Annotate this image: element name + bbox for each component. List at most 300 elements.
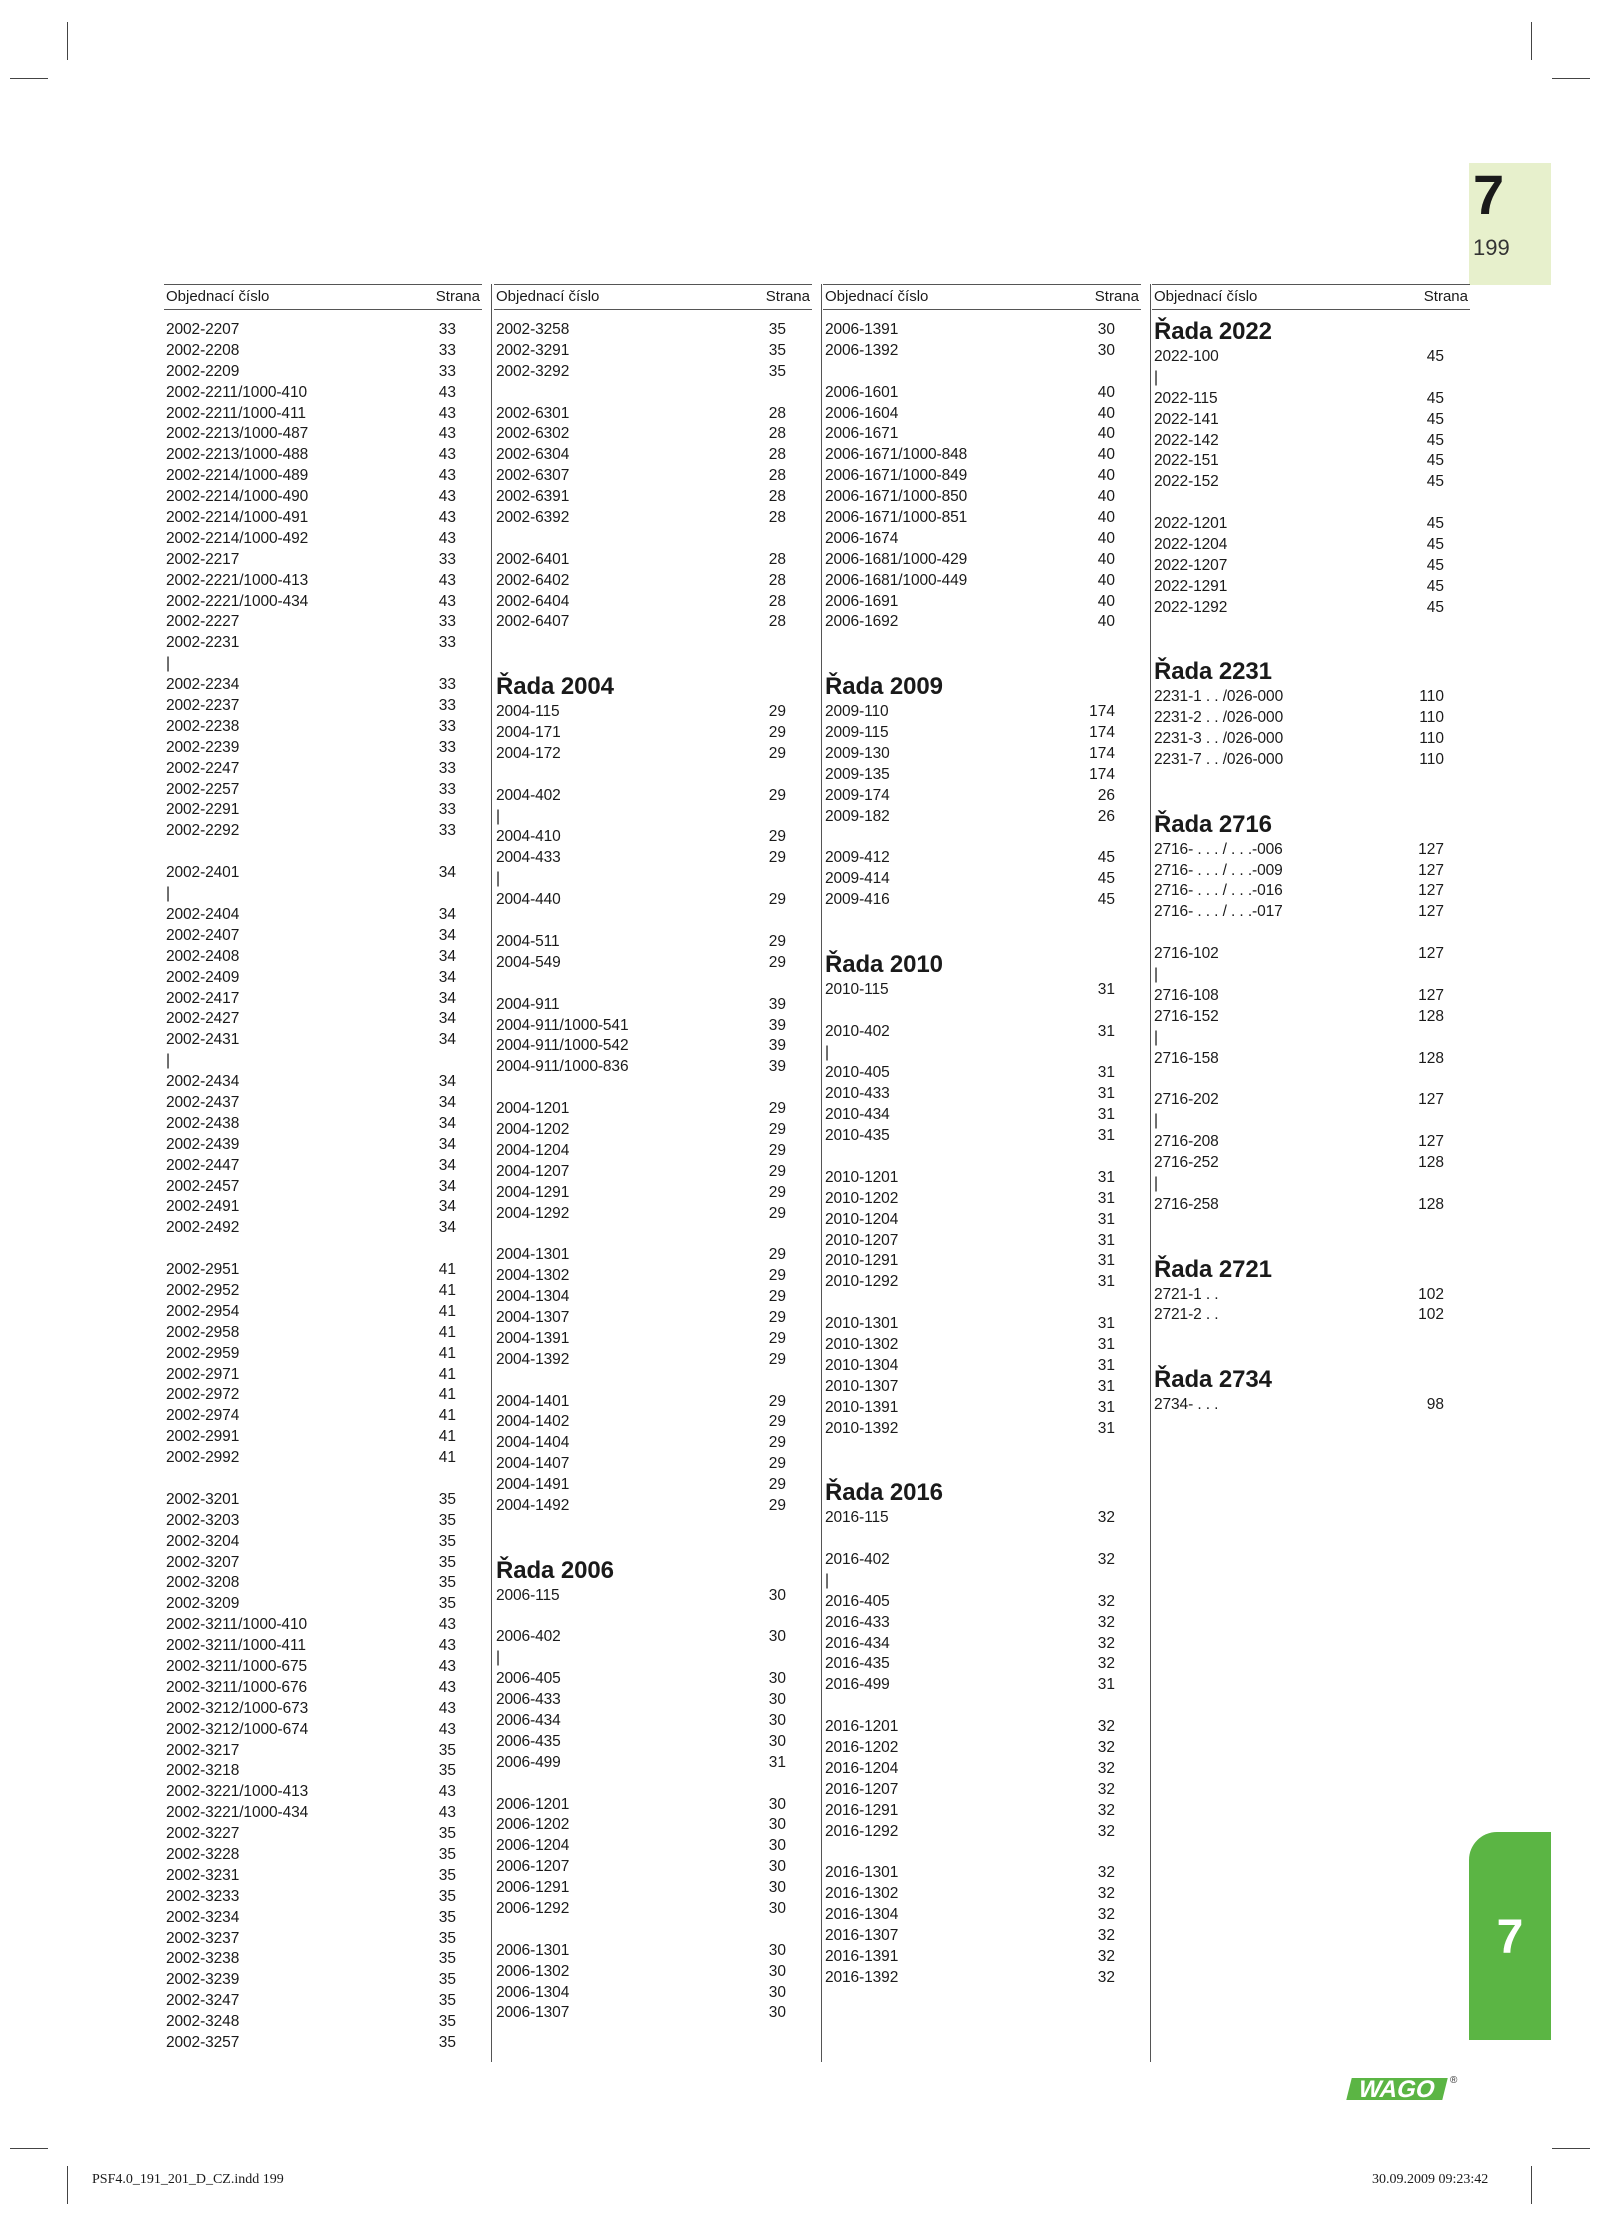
page-ref	[736, 529, 786, 550]
page-ref	[736, 765, 786, 786]
index-row	[164, 466, 482, 487]
index-row	[164, 1281, 482, 1302]
index-row	[164, 759, 482, 780]
order-number: 2006-1291	[496, 1879, 570, 1897]
index-row	[823, 1780, 1141, 1801]
index-row	[823, 1439, 1141, 1460]
order-number: 2002-2439	[166, 1135, 240, 1153]
page-ref: 127	[1418, 840, 1444, 858]
page-ref: 45	[1426, 598, 1444, 616]
page-ref: 41	[438, 1428, 456, 1446]
index-row	[494, 953, 812, 974]
page-ref: 32	[1097, 1947, 1115, 1965]
page-ref: 28	[768, 446, 786, 464]
page-ref: 41	[438, 1344, 456, 1362]
index-row	[164, 989, 482, 1010]
order-number: 2002-2227	[166, 613, 240, 631]
order-number: 2002-3227	[166, 1825, 240, 1843]
order-number	[496, 911, 736, 932]
page-ref: 29	[768, 1120, 786, 1138]
order-number: 2002-3231	[166, 1866, 240, 1884]
index-row	[823, 869, 1141, 890]
index-row	[494, 1204, 812, 1225]
index-row	[823, 911, 1141, 932]
page-ref	[1065, 1147, 1115, 1168]
order-number: 2006-1671	[825, 425, 899, 443]
index-row	[494, 1036, 812, 1057]
footer-file-info: PSF4.0_191_201_D_CZ.indd 199	[92, 2172, 284, 2187]
page-ref: 110	[1419, 751, 1444, 769]
order-number: 2010-405	[825, 1064, 890, 1082]
order-number: 2002-3212/1000-674	[166, 1720, 309, 1738]
page-ref: 34	[438, 1114, 456, 1132]
order-number: 2006-1292	[496, 1900, 570, 1918]
order-number: 2009-174	[825, 786, 890, 804]
index-row	[494, 1266, 812, 1287]
index-row	[823, 1231, 1141, 1252]
index-row	[823, 1105, 1141, 1126]
column-header-page: Strana	[1423, 288, 1468, 305]
order-number: 2006-433	[496, 1691, 561, 1709]
order-number: |	[166, 655, 170, 673]
order-number	[825, 1696, 1065, 1717]
page-ref: 35	[438, 1574, 456, 1592]
index-row	[823, 320, 1141, 341]
crop-mark	[67, 2166, 68, 2204]
index-row	[164, 1824, 482, 1845]
index-row	[494, 487, 812, 508]
page-ref: 30	[768, 1670, 786, 1688]
index-row	[494, 702, 812, 723]
page-ref: 31	[1097, 1168, 1115, 1186]
page-ref	[1065, 1439, 1115, 1460]
index-row	[164, 947, 482, 968]
index-row	[164, 1385, 482, 1406]
index-row	[823, 1419, 1141, 1440]
order-number: 2716-102	[1154, 945, 1219, 963]
index-row	[823, 1884, 1141, 1905]
page-ref: 32	[1097, 1927, 1115, 1945]
page-ref	[406, 654, 456, 675]
index-row	[823, 1696, 1141, 1717]
order-number: 2002-3211/1000-411	[166, 1637, 306, 1655]
series-heading: Řada 2721	[1154, 1255, 1272, 1283]
series-heading: Řada 2004	[496, 673, 614, 701]
page-ref	[736, 911, 786, 932]
page-ref: 30	[768, 1837, 786, 1855]
page-ref: 128	[1418, 1154, 1444, 1172]
index-row	[823, 633, 1141, 654]
order-number: 2002-2214/1000-490	[166, 488, 309, 506]
order-number	[825, 1147, 1065, 1168]
page-ref: 34	[438, 1177, 456, 1195]
index-row	[494, 445, 812, 466]
index-row	[823, 1022, 1141, 1043]
index-row	[164, 1051, 482, 1072]
page-ref	[736, 1920, 786, 1941]
page-ref: 30	[768, 1628, 786, 1646]
order-number: 2004-1292	[496, 1204, 570, 1222]
page-ref: 31	[1097, 980, 1115, 998]
order-number	[825, 827, 1065, 848]
page-ref	[1394, 1347, 1444, 1368]
page-ref: 33	[438, 697, 456, 715]
page-ref: 32	[1097, 1739, 1115, 1756]
order-number: 2002-6304	[496, 446, 570, 464]
index-row	[823, 1508, 1141, 1529]
index-row	[823, 1634, 1141, 1655]
order-number	[825, 1529, 1065, 1550]
index-row	[1152, 431, 1470, 452]
index-row	[1152, 493, 1470, 514]
page-ref: 26	[1097, 807, 1115, 825]
order-number: 2022-152	[1154, 473, 1219, 491]
order-number: 2010-1302	[825, 1335, 899, 1353]
index-row	[164, 1573, 482, 1594]
order-number: 2002-6404	[496, 592, 570, 610]
order-number: 2002-2231	[166, 634, 240, 652]
page-ref	[406, 842, 456, 863]
page-ref: 33	[438, 634, 456, 652]
order-number: 2716- . . . / . . .-016	[1154, 882, 1283, 900]
page-ref: 32	[1097, 1780, 1115, 1798]
order-number: 2002-6307	[496, 467, 570, 485]
index-row	[823, 1529, 1141, 1550]
page-ref: 33	[438, 801, 456, 819]
order-number	[1154, 1070, 1394, 1091]
page-ref: 29	[768, 786, 786, 804]
order-number: 2002-2234	[166, 676, 240, 694]
order-number	[825, 911, 1065, 932]
order-number: 2002-2239	[166, 738, 240, 756]
page-ref	[736, 1538, 786, 1559]
order-number: 2010-1304	[825, 1356, 899, 1374]
column-divider	[491, 284, 492, 2062]
page-ref	[1065, 1696, 1115, 1717]
order-number: 2002-2213/1000-488	[166, 446, 309, 464]
index-row	[494, 1224, 812, 1245]
order-number: 2016-1201	[825, 1718, 899, 1736]
page-ref: 35	[438, 1992, 456, 2010]
page-ref: 30	[768, 1816, 786, 1834]
page-ref: 34	[438, 864, 456, 882]
order-number: 2002-2407	[166, 926, 240, 944]
index-row	[164, 1427, 482, 1448]
page-ref: 128	[1418, 1195, 1444, 1213]
page-ref	[1394, 619, 1444, 640]
order-number: 2716-152	[1154, 1007, 1219, 1025]
page-ref: 32	[1097, 1613, 1115, 1631]
index-list	[494, 320, 812, 2024]
order-number: 2002-3234	[166, 1908, 240, 1926]
index-row	[823, 592, 1141, 613]
series-heading-row	[823, 1481, 1141, 1508]
order-number: 2002-3203	[166, 1511, 240, 1529]
page-ref: 45	[1426, 410, 1444, 428]
page-ref: 30	[768, 1858, 786, 1876]
index-row	[494, 932, 812, 953]
index-row	[1152, 1007, 1470, 1028]
order-number: 2022-142	[1154, 431, 1219, 449]
index-row	[494, 723, 812, 744]
page-ref: 31	[1097, 1064, 1115, 1082]
order-number: 2002-3237	[166, 1929, 240, 1947]
index-row	[494, 1586, 812, 1607]
index-row	[494, 1475, 812, 1496]
index-row	[823, 612, 1141, 633]
order-number: 2009-130	[825, 744, 890, 762]
index-list	[1152, 320, 1470, 1416]
order-number	[825, 633, 1065, 654]
order-number: 2016-1302	[825, 1885, 899, 1903]
page-ref: 31	[1097, 1676, 1115, 1694]
page-ref	[1394, 1028, 1444, 1049]
page-ref: 43	[438, 467, 456, 485]
page-ref: 32	[1097, 1885, 1115, 1903]
index-row	[164, 1197, 482, 1218]
page-ref: 33	[438, 676, 456, 694]
wago-logo-image	[1345, 2073, 1459, 2103]
crop-mark	[10, 2148, 48, 2149]
index-row	[164, 633, 482, 654]
order-number: 2006-1671/1000-848	[825, 446, 968, 464]
page-ref: 35	[438, 1762, 456, 1780]
order-number: 2002-6392	[496, 509, 570, 527]
page-ref: 35	[438, 1929, 456, 1947]
order-number: 2004-433	[496, 849, 561, 867]
index-row	[164, 1761, 482, 1782]
index-row	[164, 1678, 482, 1699]
order-number: 2002-2221/1000-413	[166, 571, 309, 589]
order-number: 2022-100	[1154, 348, 1219, 365]
order-number	[496, 1607, 736, 1628]
order-number: 2721-1 . .	[1154, 1285, 1219, 1303]
order-number: 2002-3248	[166, 2013, 240, 2031]
index-row	[494, 1141, 812, 1162]
order-number: 2009-416	[825, 891, 890, 909]
index-row	[823, 1947, 1141, 1968]
page-ref: 31	[1097, 1022, 1115, 1040]
index-row	[494, 1962, 812, 1983]
order-number: 2002-3238	[166, 1950, 240, 1968]
order-number: 2004-911/1000-541	[496, 1016, 629, 1034]
index-row	[823, 1717, 1141, 1738]
order-number: |	[1154, 1028, 1158, 1046]
page-ref: 128	[1418, 1049, 1444, 1067]
order-number: 2016-1292	[825, 1822, 899, 1840]
page-ref: 45	[1097, 870, 1115, 888]
index-row	[823, 786, 1141, 807]
page-ref: 45	[1426, 536, 1444, 554]
index-row	[494, 890, 812, 911]
column-header-code: Objednací číslo	[496, 288, 600, 305]
index-row	[823, 466, 1141, 487]
order-number: 2016-405	[825, 1592, 890, 1610]
index-row	[164, 738, 482, 759]
order-number: 2006-1307	[496, 2004, 570, 2022]
page-ref: 32	[1097, 1634, 1115, 1652]
order-number: |	[825, 1043, 829, 1061]
order-number: |	[496, 807, 500, 825]
page-ref: 26	[1097, 786, 1115, 804]
order-number: |	[1154, 966, 1158, 984]
page-ref	[1065, 1043, 1115, 1064]
index-row	[164, 487, 482, 508]
order-number: 2002-3204	[166, 1532, 240, 1550]
index-row	[823, 341, 1141, 362]
page-ref: 35	[438, 1846, 456, 1864]
order-number	[496, 974, 736, 995]
index-row	[823, 1147, 1141, 1168]
index-row	[823, 550, 1141, 571]
index-row	[494, 1690, 812, 1711]
page-ref: 31	[1097, 1335, 1115, 1353]
page-ref: 45	[1426, 577, 1444, 595]
order-number: 2022-141	[1154, 410, 1219, 428]
series-heading: Řada 2734	[1154, 1366, 1272, 1394]
index-column-3	[823, 284, 1141, 1989]
index-row	[823, 744, 1141, 765]
page-ref: 41	[438, 1449, 456, 1467]
page-ref: 41	[438, 1302, 456, 1320]
index-row	[494, 1392, 812, 1413]
page-ref: 45	[1426, 389, 1444, 407]
page-ref	[736, 633, 786, 654]
page-ref: 33	[438, 341, 456, 359]
series-heading-row	[823, 950, 1141, 980]
order-number: 2002-3291	[496, 341, 570, 359]
index-row	[164, 1532, 482, 1553]
order-number: 2009-182	[825, 807, 890, 825]
index-row	[1152, 1153, 1470, 1174]
page-ref	[1394, 1326, 1444, 1347]
page-ref	[736, 1371, 786, 1392]
index-row	[494, 383, 812, 404]
page-ref: 34	[438, 989, 456, 1007]
chapter-number: 7	[1473, 163, 1505, 226]
order-number: 2002-2974	[166, 1407, 240, 1425]
order-number: 2010-1292	[825, 1273, 899, 1291]
page-ref	[1394, 771, 1444, 792]
page-ref: 30	[768, 1691, 786, 1709]
page-ref: 127	[1418, 986, 1444, 1004]
page-ref: 28	[768, 509, 786, 527]
order-number: 2010-434	[825, 1106, 890, 1124]
chapter-side-tab	[1469, 1832, 1551, 2040]
page-ref: 30	[768, 1795, 786, 1813]
order-number: 2006-1601	[825, 383, 899, 401]
svg-text:WAGO: WAGO	[1355, 2076, 1439, 2103]
order-number: 2006-1681/1000-429	[825, 550, 968, 568]
index-row	[164, 1239, 482, 1260]
index-row	[164, 926, 482, 947]
index-row	[494, 744, 812, 765]
page-ref: 43	[438, 571, 456, 589]
order-number: 2004-1301	[496, 1246, 570, 1264]
page-ref: 29	[768, 1100, 786, 1118]
page-ref: 29	[768, 1288, 786, 1306]
order-number: 2004-440	[496, 891, 561, 909]
column-header	[823, 285, 1141, 310]
order-number: 2006-1691	[825, 592, 899, 610]
column-header	[1152, 285, 1470, 310]
index-row	[1152, 944, 1470, 965]
page-ref: 29	[768, 1308, 786, 1326]
index-row	[164, 1009, 482, 1030]
crop-mark	[1552, 2148, 1590, 2149]
order-number	[496, 1078, 736, 1099]
page-ref: 41	[438, 1407, 456, 1425]
page-ref: 43	[438, 1658, 456, 1675]
index-row	[823, 1084, 1141, 1105]
footer-timestamp: 30.09.2009 09:23:42	[1372, 2172, 1489, 2187]
index-row	[164, 1803, 482, 1824]
index-row	[823, 508, 1141, 529]
order-number: 2010-1391	[825, 1398, 899, 1416]
order-number: |	[496, 1649, 500, 1667]
index-row	[494, 869, 812, 890]
index-row	[164, 1720, 482, 1741]
order-number: 2010-1301	[825, 1315, 899, 1333]
order-number: 2002-2208	[166, 341, 240, 359]
page-ref: 34	[438, 1031, 456, 1049]
index-row	[164, 1636, 482, 1657]
index-row	[1152, 771, 1470, 792]
order-number: 2010-1307	[825, 1377, 899, 1395]
order-number: 2006-1201	[496, 1795, 570, 1813]
page-ref: 31	[1097, 1127, 1115, 1145]
order-number: 2006-1207	[496, 1858, 570, 1876]
order-number: 2002-2207	[166, 321, 240, 338]
index-row	[164, 1218, 482, 1239]
series-heading-row	[1152, 810, 1470, 840]
page-ref: 40	[1097, 509, 1115, 527]
index-row	[164, 1553, 482, 1574]
order-number: 2231-3 . . /026-000	[1154, 730, 1284, 748]
index-row	[164, 1302, 482, 1323]
index-row	[494, 1078, 812, 1099]
order-number: 2016-1301	[825, 1864, 899, 1882]
index-row	[823, 827, 1141, 848]
index-column-2	[494, 284, 812, 2024]
page-ref: 30	[768, 1732, 786, 1750]
page-ref: 34	[438, 1010, 456, 1028]
page-ref: 29	[768, 891, 786, 909]
order-number: 2002-2447	[166, 1156, 240, 1174]
index-row	[823, 529, 1141, 550]
series-heading: Řada 2716	[1154, 810, 1272, 838]
page-ref: 110	[1419, 709, 1444, 727]
order-number: 2004-1404	[496, 1434, 570, 1452]
index-row	[164, 1177, 482, 1198]
index-row	[164, 1344, 482, 1365]
index-row	[823, 404, 1141, 425]
index-row	[494, 1454, 812, 1475]
order-number: 2002-3257	[166, 2034, 240, 2052]
page-ref: 31	[1097, 1085, 1115, 1103]
index-row	[164, 842, 482, 863]
page-ref: 31	[1097, 1273, 1115, 1291]
order-number: 2004-1304	[496, 1288, 570, 1306]
order-number	[825, 362, 1065, 383]
page-ref: 32	[1097, 1718, 1115, 1736]
index-row	[164, 1699, 482, 1720]
index-row	[1152, 556, 1470, 577]
page-ref: 28	[768, 404, 786, 422]
order-number: 2006-1674	[825, 529, 899, 547]
order-number: 2716-108	[1154, 986, 1219, 1004]
page-ref: 45	[1426, 431, 1444, 449]
